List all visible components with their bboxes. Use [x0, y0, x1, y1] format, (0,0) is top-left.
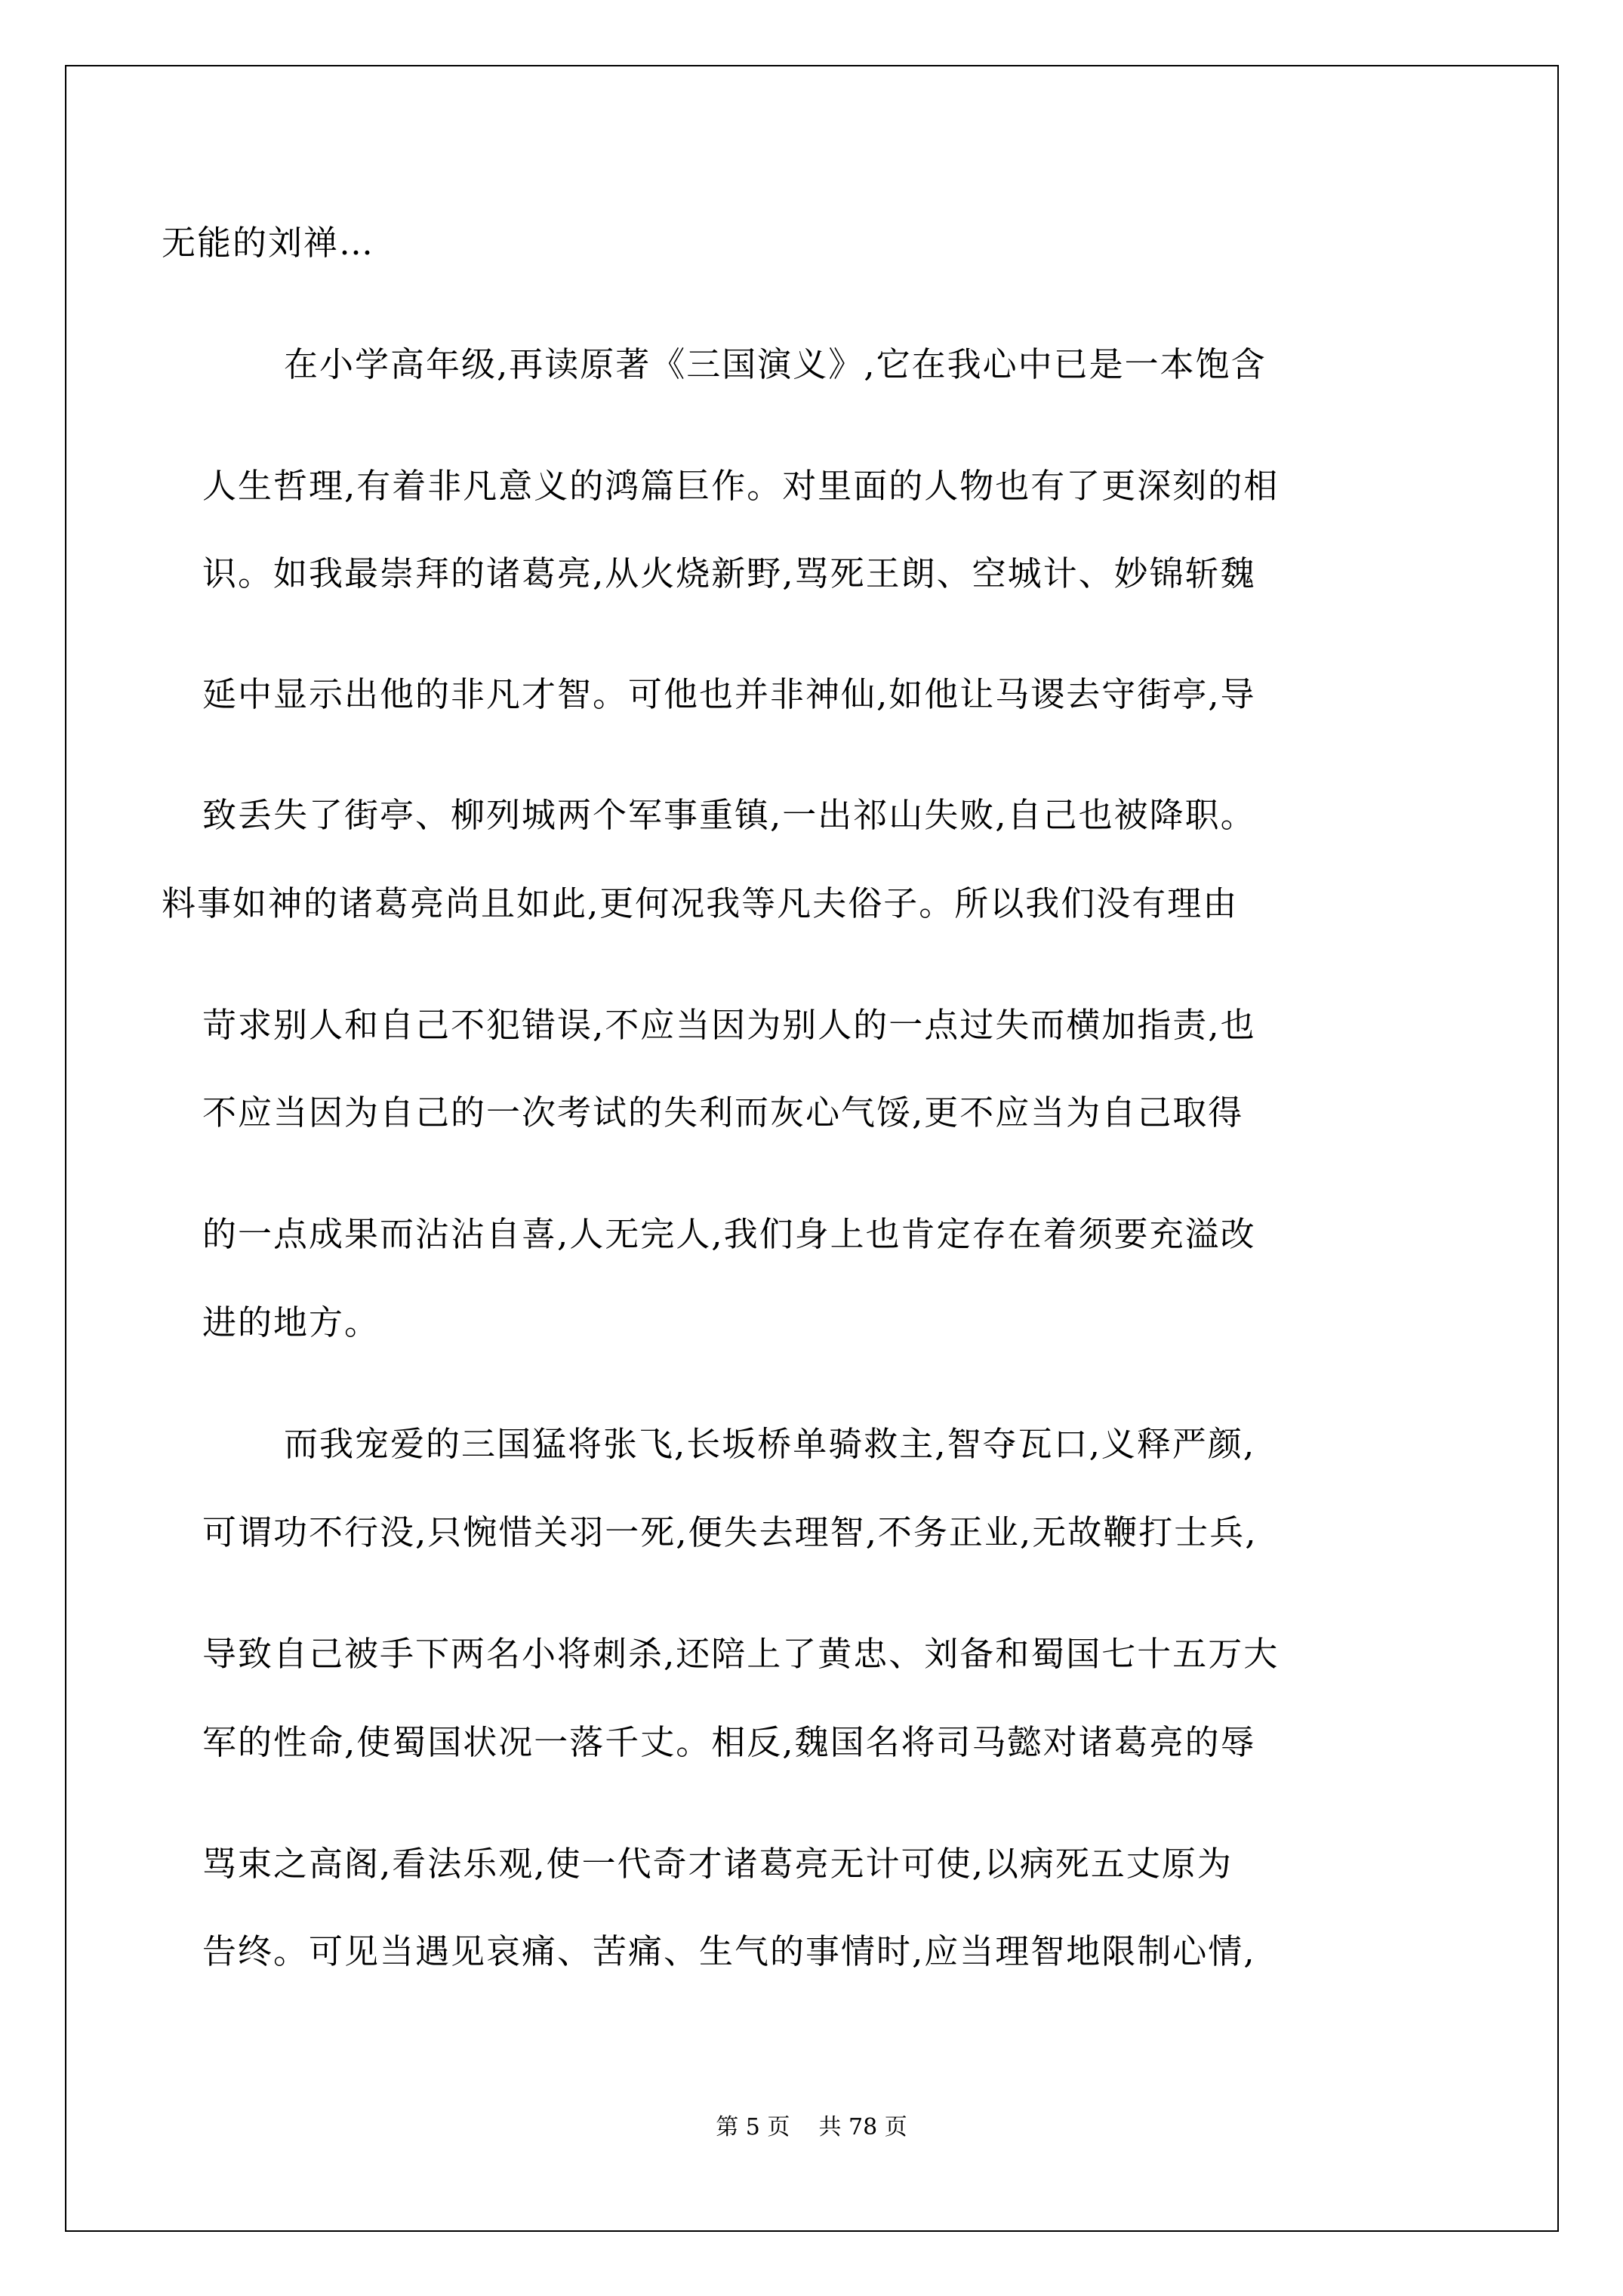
text-line: 导致自己被手下两名小将刺杀,还陪上了黄忠、刘备和蜀国七十五万大	[202, 1634, 1280, 1674]
text-line: 无能的刘禅…	[162, 223, 375, 263]
page-border	[65, 65, 1559, 2232]
text-line: 骂束之高阁,看法乐观,使一代奇才诸葛亮无计可使,以病死五丈原为	[202, 1844, 1233, 1884]
text-line: 的一点成果而沾沾自喜,人无完人,我们身上也肯定存在着须要充溢改	[202, 1214, 1256, 1254]
text-line: 人生哲理,有着非凡意义的鸿篇巨作。对里面的人物也有了更深刻的相	[202, 466, 1280, 506]
text-line: 而我宠爱的三国猛将张飞,长坂桥单骑救主,智夺瓦口,义释严颜,	[284, 1424, 1256, 1464]
text-line: 不应当因为自己的一次考试的失利而灰心气馁,更不应当为自己取得	[202, 1093, 1244, 1133]
text-line: 识。如我最崇拜的诸葛亮,从火烧新野,骂死王朗、空城计、妙锦斩魏	[202, 553, 1256, 593]
text-line: 在小学高年级,再读原著《三国演义》,它在我心中已是一本饱含	[284, 344, 1267, 384]
text-line: 料事如神的诸葛亮尚且如此,更何况我等凡夫俗子。所以我们没有理由	[162, 883, 1239, 923]
text-line: 进的地方。	[202, 1302, 380, 1342]
text-line: 延中显示出他的非凡才智。可他也并非神仙,如他让马谡去守街亭,导	[202, 674, 1256, 714]
text-line: 致丢失了街亭、柳列城两个军事重镇,一出祁山失败,自己也被降职。	[202, 795, 1256, 835]
text-line: 告终。可见当遇见哀痛、苦痛、生气的事情时,应当理智地限制心情,	[202, 1931, 1256, 1971]
text-line: 苛求别人和自己不犯错误,不应当因为别人的一点过失而横加指责,也	[202, 1005, 1256, 1045]
text-line: 军的性命,使蜀国状况一落千丈。相反,魏国名将司马懿对诸葛亮的辱	[202, 1722, 1256, 1762]
text-line: 可谓功不行没,只惋惜关羽一死,便失去理智,不务正业,无故鞭打士兵,	[202, 1512, 1258, 1552]
page-number: 第 5 页 共 78 页	[716, 2114, 907, 2140]
